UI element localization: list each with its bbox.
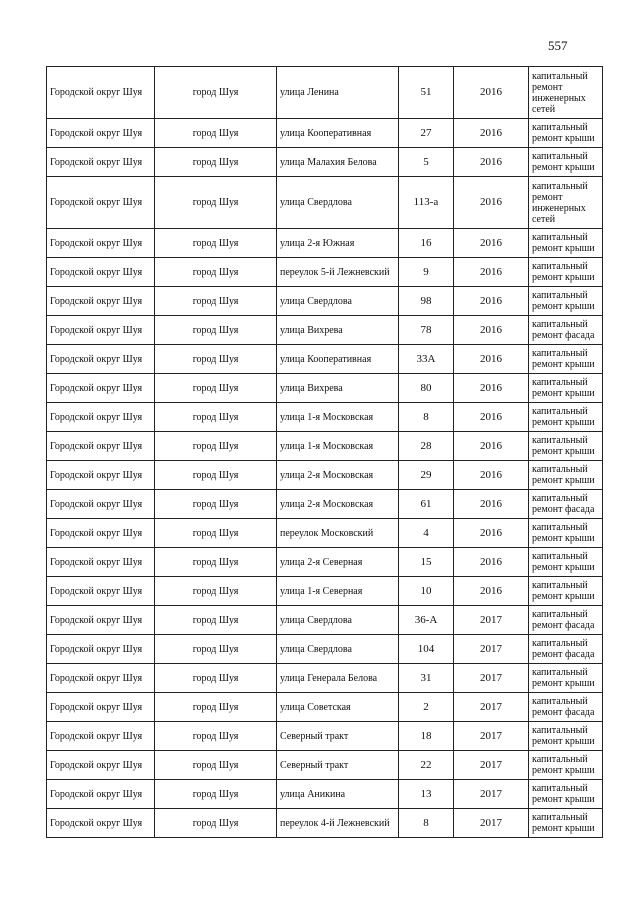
year-cell: 2016 <box>454 258 529 287</box>
street-cell: улица 2-я Северная <box>277 548 399 577</box>
work-type-cell: капитальный ремонт фасада <box>529 490 603 519</box>
city-cell: город Шуя <box>155 119 277 148</box>
district-cell: Городской округ Шуя <box>47 519 155 548</box>
work-type-cell: капитальный ремонт крыши <box>529 119 603 148</box>
district-cell: Городской округ Шуя <box>47 577 155 606</box>
work-type-cell: капитальный ремонт крыши <box>529 374 603 403</box>
house-number-cell: 51 <box>399 67 454 119</box>
city-cell: город Шуя <box>155 751 277 780</box>
street-cell: улица Аникина <box>277 780 399 809</box>
work-type-cell: капитальный ремонт фасада <box>529 693 603 722</box>
street-cell: улица 1-я Северная <box>277 577 399 606</box>
house-number-cell: 31 <box>399 664 454 693</box>
city-cell: город Шуя <box>155 809 277 838</box>
table-row <box>47 577 603 606</box>
house-number-cell: 5 <box>399 148 454 177</box>
work-type-cell: капитальный ремонт фасада <box>529 635 603 664</box>
district-cell: Городской округ Шуя <box>47 287 155 316</box>
house-number-cell: 4 <box>399 519 454 548</box>
city-cell: город Шуя <box>155 345 277 374</box>
table-row <box>47 780 603 809</box>
work-type-cell: капитальный ремонт крыши <box>529 403 603 432</box>
city-cell: город Шуя <box>155 461 277 490</box>
work-type-cell: капитальный ремонт крыши <box>529 148 603 177</box>
city-cell: город Шуя <box>155 148 277 177</box>
house-number-cell: 16 <box>399 229 454 258</box>
work-type-cell: капитальный ремонт крыши <box>529 258 603 287</box>
table-row <box>47 461 603 490</box>
table-row <box>47 519 603 548</box>
table-row <box>47 490 603 519</box>
city-cell: город Шуя <box>155 316 277 345</box>
district-cell: Городской округ Шуя <box>47 664 155 693</box>
house-number-cell: 78 <box>399 316 454 345</box>
street-cell: улица 2-я Южная <box>277 229 399 258</box>
district-cell: Городской округ Шуя <box>47 809 155 838</box>
district-cell: Городской округ Шуя <box>47 432 155 461</box>
street-cell: улица Советская <box>277 693 399 722</box>
street-cell: улица Генерала Белова <box>277 664 399 693</box>
house-number-cell: 8 <box>399 809 454 838</box>
city-cell: город Шуя <box>155 548 277 577</box>
table-row <box>47 548 603 577</box>
work-type-cell: капитальный ремонт крыши <box>529 780 603 809</box>
district-cell: Городской округ Шуя <box>47 693 155 722</box>
district-cell: Городской округ Шуя <box>47 606 155 635</box>
year-cell: 2016 <box>454 229 529 258</box>
city-cell: город Шуя <box>155 664 277 693</box>
table-row <box>47 403 603 432</box>
year-cell: 2016 <box>454 345 529 374</box>
city-cell: город Шуя <box>155 635 277 664</box>
city-cell: город Шуя <box>155 780 277 809</box>
table-row <box>47 432 603 461</box>
street-cell: переулок 5-й Лежневский <box>277 258 399 287</box>
district-cell: Городской округ Шуя <box>47 148 155 177</box>
table-row <box>47 258 603 287</box>
table-row <box>47 119 603 148</box>
house-number-cell: 80 <box>399 374 454 403</box>
work-type-cell: капитальный ремонт крыши <box>529 751 603 780</box>
work-type-cell: капитальный ремонт крыши <box>529 809 603 838</box>
street-cell: переулок Московский <box>277 519 399 548</box>
table-row <box>47 809 603 838</box>
street-cell: переулок 4-й Лежневский <box>277 809 399 838</box>
house-number-cell: 15 <box>399 548 454 577</box>
table-row <box>47 148 603 177</box>
city-cell: город Шуя <box>155 693 277 722</box>
year-cell: 2016 <box>454 67 529 119</box>
house-number-cell: 61 <box>399 490 454 519</box>
district-cell: Городской округ Шуя <box>47 229 155 258</box>
work-type-cell: капитальный ремонт крыши <box>529 577 603 606</box>
year-cell: 2016 <box>454 287 529 316</box>
district-cell: Городской округ Шуя <box>47 403 155 432</box>
district-cell: Городской округ Шуя <box>47 751 155 780</box>
work-type-cell: капитальный ремонт крыши <box>529 229 603 258</box>
year-cell: 2016 <box>454 461 529 490</box>
street-cell: улица 2-я Московская <box>277 490 399 519</box>
year-cell: 2017 <box>454 606 529 635</box>
work-type-cell: капитальный ремонт крыши <box>529 722 603 751</box>
work-type-cell: капитальный ремонт инженерных сетей <box>529 67 603 119</box>
table-row <box>47 751 603 780</box>
city-cell: город Шуя <box>155 577 277 606</box>
street-cell: улица Свердлова <box>277 635 399 664</box>
year-cell: 2017 <box>454 693 529 722</box>
year-cell: 2017 <box>454 751 529 780</box>
city-cell: город Шуя <box>155 229 277 258</box>
table-row <box>47 722 603 751</box>
work-type-cell: капитальный ремонт крыши <box>529 432 603 461</box>
work-type-cell: капитальный ремонт крыши <box>529 345 603 374</box>
district-cell: Городской округ Шуя <box>47 67 155 119</box>
street-cell: улица 1-я Московская <box>277 432 399 461</box>
table-row <box>47 177 603 229</box>
house-number-cell: 104 <box>399 635 454 664</box>
year-cell: 2016 <box>454 577 529 606</box>
table-row <box>47 374 603 403</box>
table-body <box>47 67 603 838</box>
street-cell: Северный тракт <box>277 722 399 751</box>
house-number-cell: 8 <box>399 403 454 432</box>
year-cell: 2017 <box>454 780 529 809</box>
table-row <box>47 287 603 316</box>
house-number-cell: 2 <box>399 693 454 722</box>
work-type-cell: капитальный ремонт инженерных сетей <box>529 177 603 229</box>
city-cell: город Шуя <box>155 606 277 635</box>
street-cell: улица Кооперативная <box>277 345 399 374</box>
district-cell: Городской округ Шуя <box>47 119 155 148</box>
district-cell: Городской округ Шуя <box>47 374 155 403</box>
house-number-cell: 29 <box>399 461 454 490</box>
house-number-cell: 9 <box>399 258 454 287</box>
street-cell: улица Свердлова <box>277 177 399 229</box>
house-number-cell: 33А <box>399 345 454 374</box>
work-type-cell: капитальный ремонт крыши <box>529 287 603 316</box>
city-cell: город Шуя <box>155 432 277 461</box>
district-cell: Городской округ Шуя <box>47 722 155 751</box>
street-cell: Северный тракт <box>277 751 399 780</box>
district-cell: Городской округ Шуя <box>47 780 155 809</box>
table-row <box>47 345 603 374</box>
house-number-cell: 36-А <box>399 606 454 635</box>
year-cell: 2016 <box>454 119 529 148</box>
year-cell: 2016 <box>454 403 529 432</box>
year-cell: 2016 <box>454 177 529 229</box>
work-type-cell: капитальный ремонт крыши <box>529 519 603 548</box>
house-number-cell: 13 <box>399 780 454 809</box>
city-cell: город Шуя <box>155 722 277 751</box>
work-type-cell: капитальный ремонт крыши <box>529 461 603 490</box>
city-cell: город Шуя <box>155 258 277 287</box>
house-number-cell: 98 <box>399 287 454 316</box>
city-cell: город Шуя <box>155 490 277 519</box>
house-number-cell: 18 <box>399 722 454 751</box>
year-cell: 2017 <box>454 722 529 751</box>
year-cell: 2016 <box>454 148 529 177</box>
city-cell: город Шуя <box>155 403 277 432</box>
city-cell: город Шуя <box>155 374 277 403</box>
year-cell: 2017 <box>454 635 529 664</box>
street-cell: улица Малахия Белова <box>277 148 399 177</box>
work-type-cell: капитальный ремонт фасада <box>529 316 603 345</box>
city-cell: город Шуя <box>155 177 277 229</box>
district-cell: Городской округ Шуя <box>47 177 155 229</box>
year-cell: 2016 <box>454 374 529 403</box>
table-row <box>47 316 603 345</box>
house-number-cell: 10 <box>399 577 454 606</box>
house-number-cell: 113-а <box>399 177 454 229</box>
district-cell: Городской округ Шуя <box>47 548 155 577</box>
work-type-cell: капитальный ремонт крыши <box>529 664 603 693</box>
house-number-cell: 27 <box>399 119 454 148</box>
table-row <box>47 67 603 119</box>
year-cell: 2016 <box>454 316 529 345</box>
district-cell: Городской округ Шуя <box>47 490 155 519</box>
district-cell: Городской округ Шуя <box>47 461 155 490</box>
street-cell: улица Свердлова <box>277 606 399 635</box>
city-cell: город Шуя <box>155 67 277 119</box>
year-cell: 2017 <box>454 809 529 838</box>
table-row <box>47 664 603 693</box>
page-number: 557 <box>548 38 568 53</box>
year-cell: 2016 <box>454 490 529 519</box>
year-cell: 2016 <box>454 519 529 548</box>
district-cell: Городской округ Шуя <box>47 345 155 374</box>
city-cell: город Шуя <box>155 519 277 548</box>
year-cell: 2017 <box>454 664 529 693</box>
table-row <box>47 693 603 722</box>
table-row <box>47 606 603 635</box>
street-cell: улица Вихрева <box>277 374 399 403</box>
repair-schedule-table <box>46 66 603 838</box>
house-number-cell: 22 <box>399 751 454 780</box>
street-cell: улица 2-я Московская <box>277 461 399 490</box>
table-row <box>47 229 603 258</box>
street-cell: улица Вихрева <box>277 316 399 345</box>
street-cell: улица Ленина <box>277 67 399 119</box>
year-cell: 2016 <box>454 432 529 461</box>
city-cell: город Шуя <box>155 287 277 316</box>
district-cell: Городской округ Шуя <box>47 635 155 664</box>
year-cell: 2016 <box>454 548 529 577</box>
house-number-cell: 28 <box>399 432 454 461</box>
street-cell: улица Кооперативная <box>277 119 399 148</box>
street-cell: улица 1-я Московская <box>277 403 399 432</box>
district-cell: Городской округ Шуя <box>47 316 155 345</box>
table-row <box>47 635 603 664</box>
work-type-cell: капитальный ремонт фасада <box>529 606 603 635</box>
street-cell: улица Свердлова <box>277 287 399 316</box>
work-type-cell: капитальный ремонт крыши <box>529 548 603 577</box>
district-cell: Городской округ Шуя <box>47 258 155 287</box>
